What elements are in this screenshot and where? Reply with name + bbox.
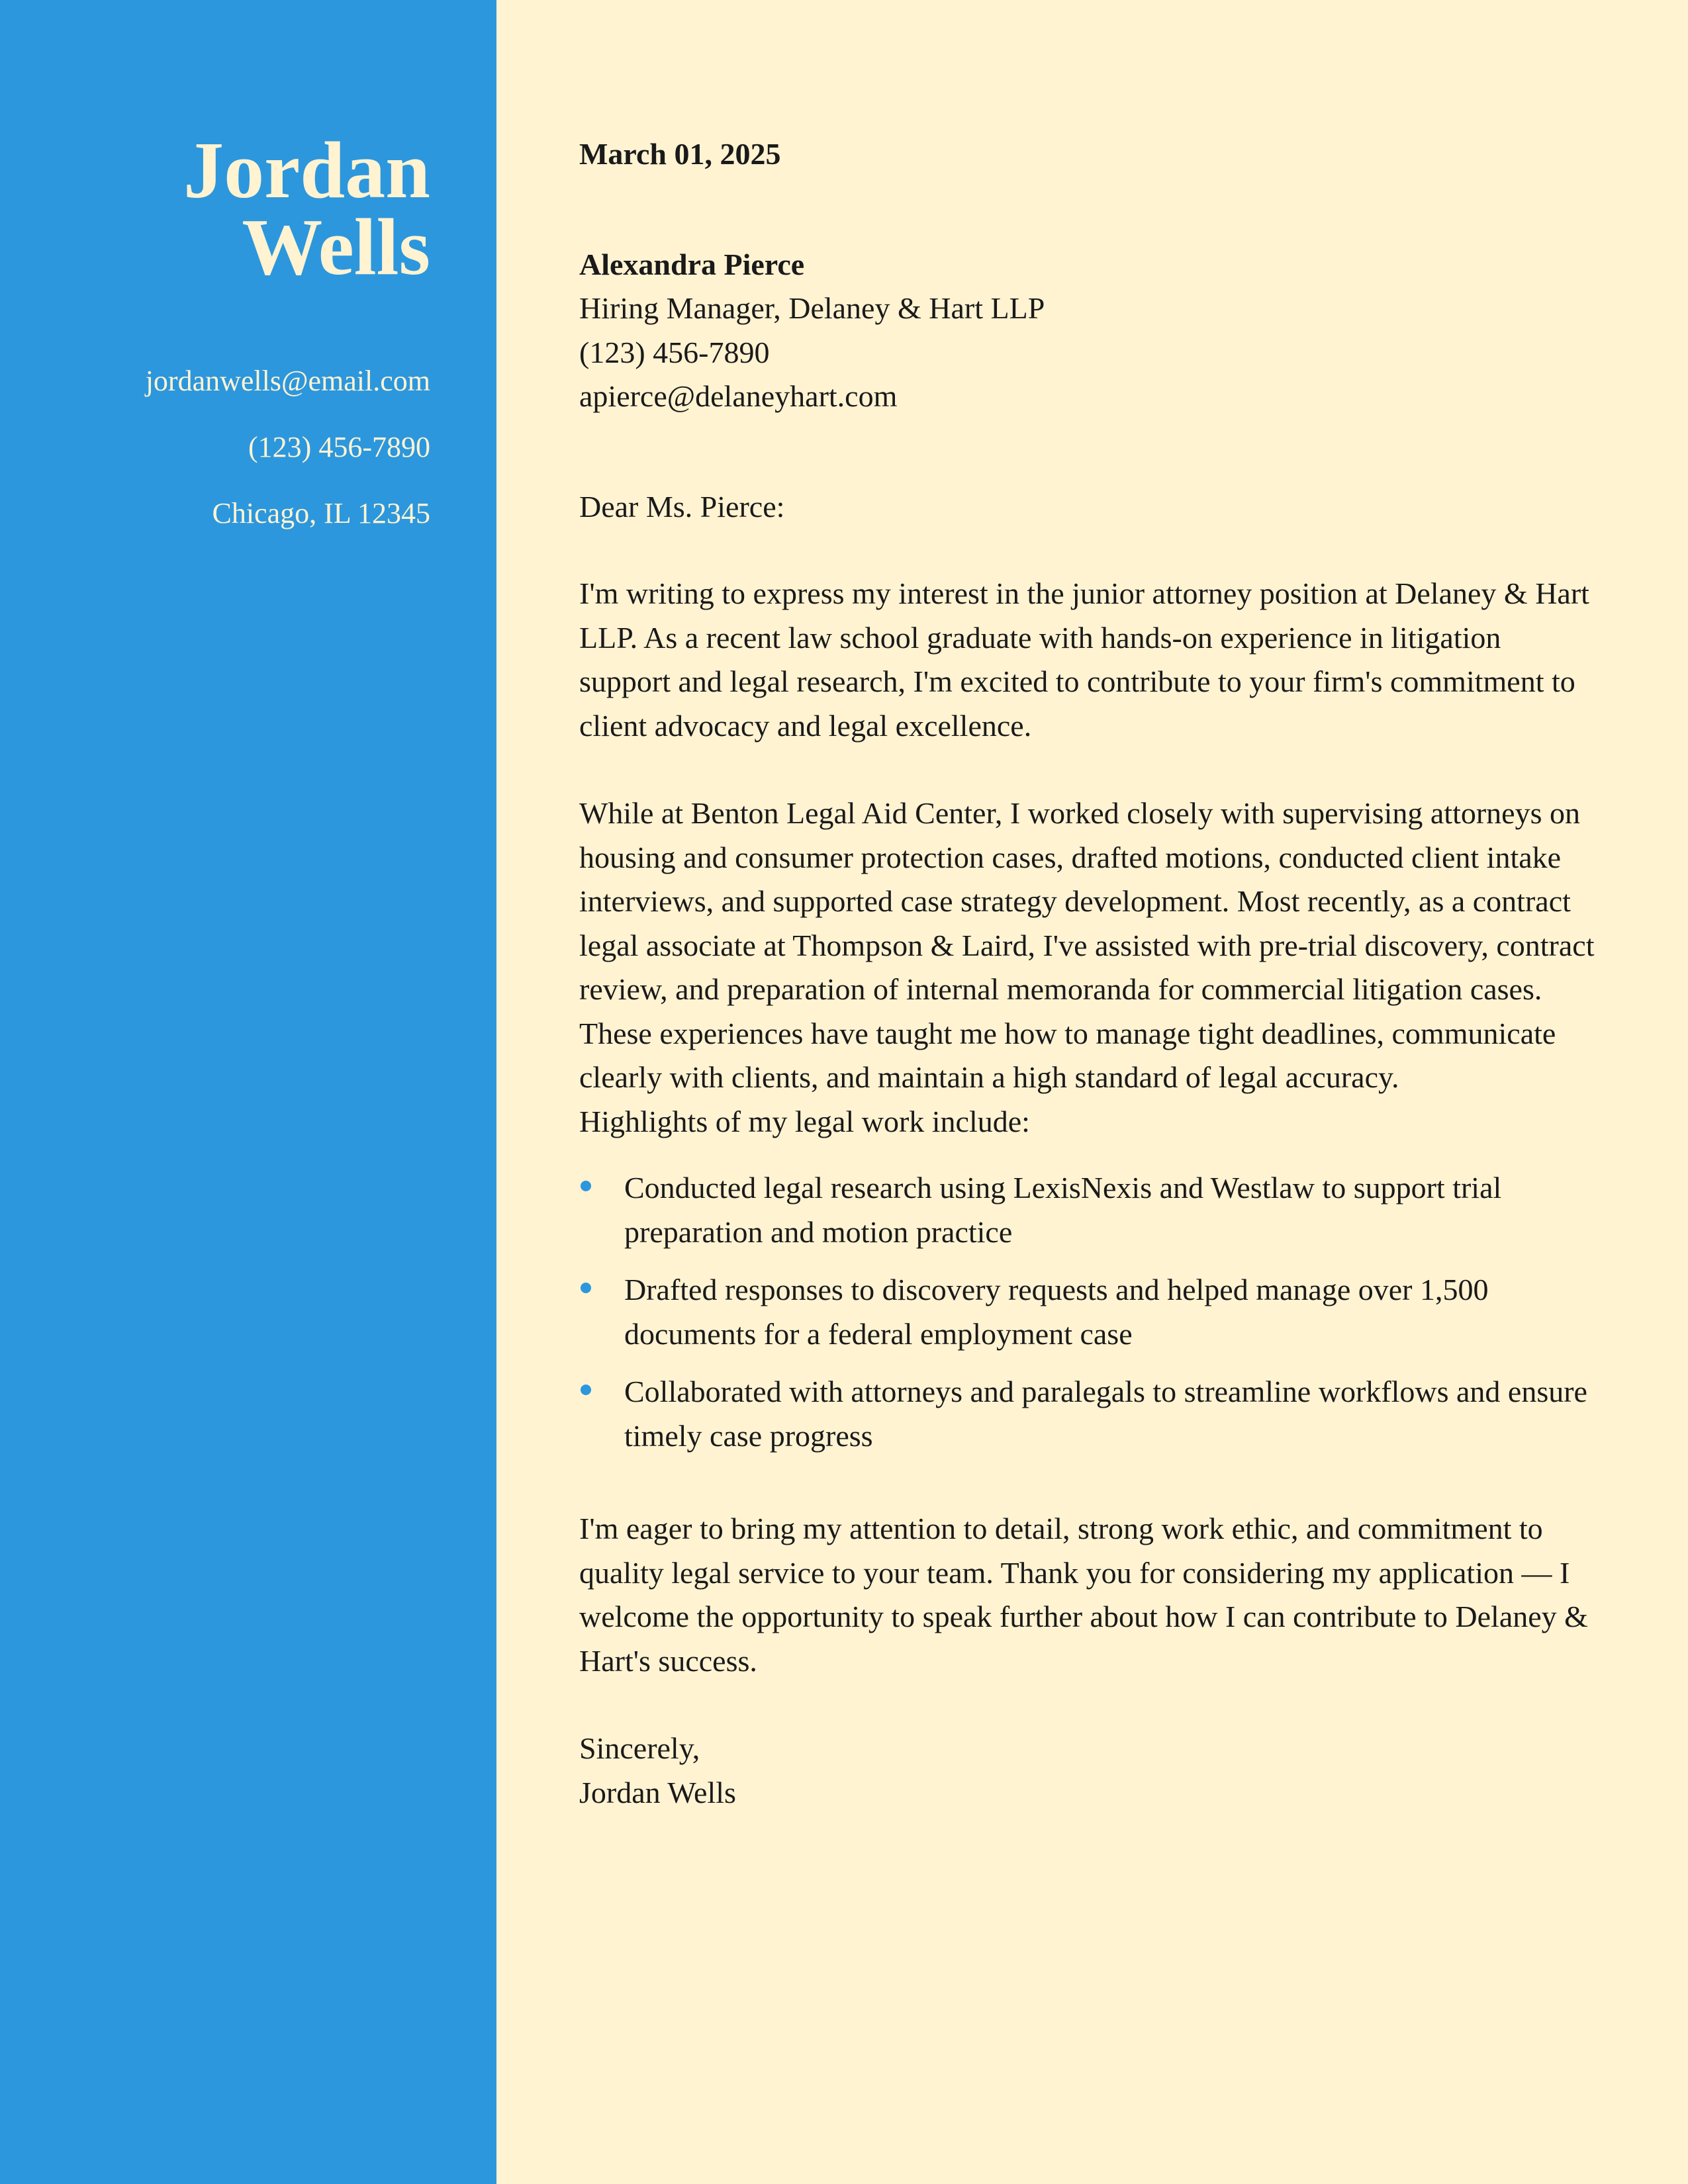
- sender-contact: [20, 364, 430, 563]
- sender-name: [20, 126, 430, 292]
- sender-last-name: Wells: [242, 203, 430, 292]
- recipient-name: Alexandra Pierce: [579, 247, 805, 281]
- signoff: Sincerely,: [579, 1731, 700, 1765]
- list-item: [579, 1370, 1599, 1458]
- sender-first-name: Jordan: [183, 126, 430, 215]
- highlight-text: Drafted responses to discovery requests and helped manage over 1,500 documents for a federal employment case: [624, 1273, 1489, 1351]
- sender-phone: (123) 456-7890: [248, 431, 430, 463]
- highlight-text: Collaborated with attorneys and paralegals to streamline workflows and ensure timely case progress: [624, 1375, 1587, 1453]
- bullet-icon: [581, 1181, 591, 1191]
- recipient-title: Hiring Manager, Delaney & Hart LLP: [579, 291, 1045, 325]
- list-item: [579, 1166, 1599, 1254]
- highlights-intro: Highlights of my legal work include:: [579, 1104, 1030, 1138]
- signature-name: Jordan Wells: [579, 1775, 736, 1809]
- bullet-icon: [581, 1283, 591, 1293]
- letter-body: [579, 132, 1599, 1815]
- bullet-icon: [581, 1385, 591, 1395]
- recipient-email: apierce@delaneyhart.com: [579, 379, 898, 413]
- sender-location: Chicago, IL 12345: [212, 497, 430, 529]
- paragraph-intro: I'm writing to express my interest in the junior attorney position at Delaney & Hart LLP. As a recent law school graduate with hands-on experience in litigation support and legal research, I'm excited to contribute to your firm's commitment to client advocacy and legal excellence.: [579, 576, 1589, 743]
- salutation: Dear Ms. Pierce:: [579, 489, 785, 523]
- sidebar: [0, 0, 496, 2184]
- list-item: [579, 1268, 1599, 1356]
- highlight-text: Conducted legal research using LexisNexis and Westlaw to support trial preparation and motion practice: [624, 1171, 1502, 1249]
- paragraph-experience: While at Benton Legal Aid Center, I worked closely with supervising attorneys on housing and consumer protection cases, drafted motions, conducted client intake interviews, and supported case strategy development. Most recently, as a contract legal associate at Thompson & Laird, I've assisted with pre-trial discovery, contract review, and preparation of internal memoranda for commercial litigation cases. These experiences have taught me how to manage tight deadlines, communicate clearly with clients, and maintain a high standard of legal accuracy.: [579, 796, 1595, 1094]
- paragraph-closing: I'm eager to bring my attention to detail, strong work ethic, and commitment to quality legal service to your team. Thank you for considering my application — I welcome the opportunity to speak further about how I can contribute to Delaney & Hart's success.: [579, 1512, 1588, 1678]
- letter-date: March 01, 2025: [579, 137, 781, 171]
- highlights-list: [579, 1166, 1599, 1458]
- sender-email: jordanwells@email.com: [145, 365, 430, 397]
- recipient-phone: (123) 456-7890: [579, 335, 770, 369]
- recipient-block: [579, 243, 1599, 419]
